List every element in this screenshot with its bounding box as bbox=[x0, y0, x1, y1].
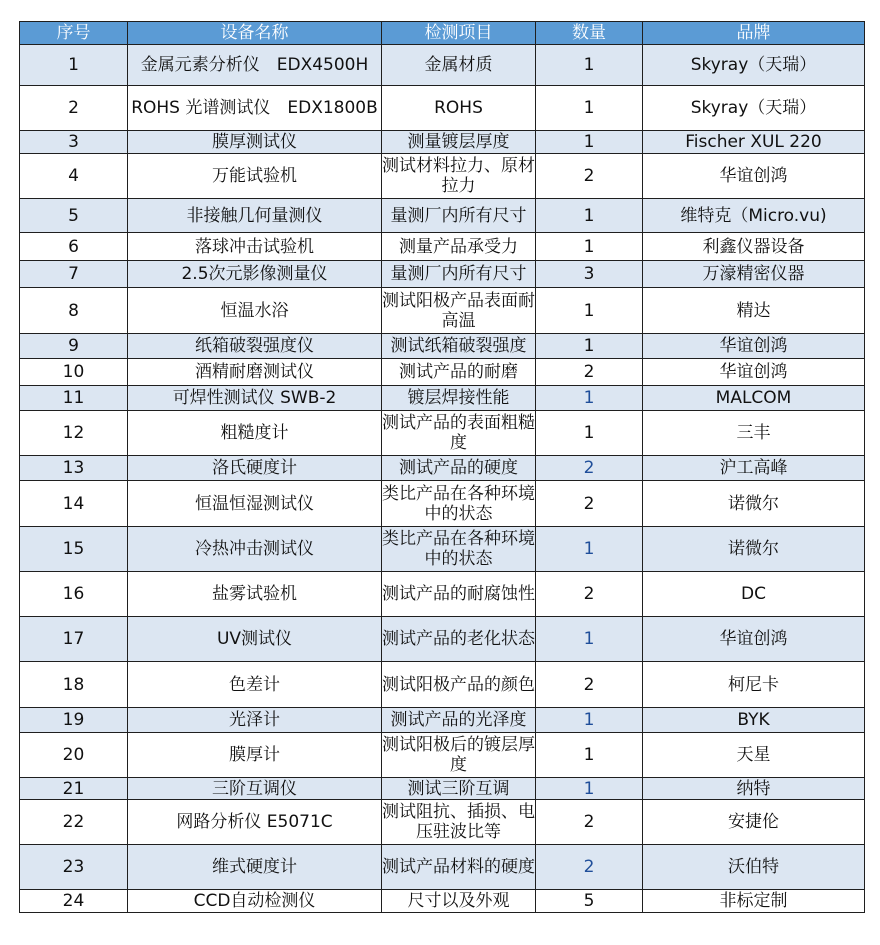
cell-index: 24 bbox=[20, 890, 128, 913]
cell-test-item: 测试产品的老化状态 bbox=[382, 617, 536, 662]
cell-brand: 安捷伦 bbox=[643, 800, 865, 845]
cell-brand: 华谊创鸿 bbox=[643, 359, 865, 386]
cell-quantity: 2 bbox=[536, 572, 643, 617]
cell-brand: 华谊创鸿 bbox=[643, 617, 865, 662]
cell-brand: 诺微尔 bbox=[643, 481, 865, 527]
cell-device-name: 恒温恒湿测试仪 bbox=[128, 481, 382, 527]
cell-test-item: 测试纸箱破裂强度 bbox=[382, 334, 536, 359]
cell-brand: Skyray（天瑞） bbox=[643, 45, 865, 86]
cell-index: 17 bbox=[20, 617, 128, 662]
cell-brand: Skyray（天瑞） bbox=[643, 86, 865, 131]
cell-device-name: 2.5次元影像测量仪 bbox=[128, 261, 382, 288]
cell-brand: 天星 bbox=[643, 733, 865, 778]
cell-device-name: 色差计 bbox=[128, 662, 382, 708]
cell-brand: 华谊创鸿 bbox=[643, 334, 865, 359]
cell-quantity: 1 bbox=[536, 86, 643, 131]
cell-quantity: 5 bbox=[536, 890, 643, 913]
cell-quantity: 2 bbox=[536, 800, 643, 845]
cell-test-item: 测试产品的表面粗糙度 bbox=[382, 411, 536, 456]
cell-index: 21 bbox=[20, 778, 128, 800]
table-row bbox=[20, 708, 865, 733]
cell-test-item: 测试产品的耐腐蚀性 bbox=[382, 572, 536, 617]
cell-brand: 维特克（Micro.vu) bbox=[643, 199, 865, 233]
header-test-item: 检测项目 bbox=[382, 22, 536, 45]
cell-quantity: 2 bbox=[536, 481, 643, 527]
cell-quantity: 1 bbox=[536, 233, 643, 261]
table-row bbox=[20, 481, 865, 527]
cell-brand: 利鑫仪器设备 bbox=[643, 233, 865, 261]
cell-device-name: 盐雾试验机 bbox=[128, 572, 382, 617]
table-row bbox=[20, 288, 865, 334]
table-row bbox=[20, 617, 865, 662]
table-row bbox=[20, 86, 865, 131]
cell-device-name: 万能试验机 bbox=[128, 154, 382, 199]
cell-quantity: 2 bbox=[536, 456, 643, 481]
header-device-name: 设备名称 bbox=[128, 22, 382, 45]
table-row bbox=[20, 778, 865, 800]
cell-index: 22 bbox=[20, 800, 128, 845]
cell-brand: 纳特 bbox=[643, 778, 865, 800]
cell-index: 18 bbox=[20, 662, 128, 708]
cell-device-name: 维式硬度计 bbox=[128, 845, 382, 890]
header-quantity: 数量 bbox=[536, 22, 643, 45]
cell-quantity: 1 bbox=[536, 733, 643, 778]
table-row bbox=[20, 131, 865, 154]
cell-test-item: 测试产品材料的硬度 bbox=[382, 845, 536, 890]
table-row bbox=[20, 527, 865, 572]
cell-index: 4 bbox=[20, 154, 128, 199]
cell-test-item: 量测厂内所有尺寸 bbox=[382, 261, 536, 288]
cell-device-name: 纸箱破裂强度仪 bbox=[128, 334, 382, 359]
table-row bbox=[20, 154, 865, 199]
cell-device-name: 膜厚测试仪 bbox=[128, 131, 382, 154]
cell-device-name: 金属元素分析仪 EDX4500H bbox=[128, 45, 382, 86]
table-row bbox=[20, 359, 865, 386]
cell-test-item: 测试产品的硬度 bbox=[382, 456, 536, 481]
cell-brand: 柯尼卡 bbox=[643, 662, 865, 708]
cell-brand: Fischer XUL 220 bbox=[643, 131, 865, 154]
cell-quantity: 1 bbox=[536, 527, 643, 572]
cell-quantity: 1 bbox=[536, 386, 643, 411]
cell-index: 11 bbox=[20, 386, 128, 411]
cell-device-name: 酒精耐磨测试仪 bbox=[128, 359, 382, 386]
table-row bbox=[20, 800, 865, 845]
header-brand: 品牌 bbox=[643, 22, 865, 45]
cell-quantity: 1 bbox=[536, 617, 643, 662]
cell-brand: 诺微尔 bbox=[643, 527, 865, 572]
table-row bbox=[20, 845, 865, 890]
cell-device-name: 三阶互调仪 bbox=[128, 778, 382, 800]
cell-brand: 非标定制 bbox=[643, 890, 865, 913]
cell-brand: 万濠精密仪器 bbox=[643, 261, 865, 288]
cell-quantity: 3 bbox=[536, 261, 643, 288]
cell-quantity: 1 bbox=[536, 45, 643, 86]
table-row bbox=[20, 233, 865, 261]
cell-test-item: 测试阳极产品表面耐高温 bbox=[382, 288, 536, 334]
cell-quantity: 2 bbox=[536, 662, 643, 708]
cell-quantity: 2 bbox=[536, 154, 643, 199]
cell-index: 2 bbox=[20, 86, 128, 131]
table-row bbox=[20, 733, 865, 778]
cell-test-item: 测试阳极产品的颜色 bbox=[382, 662, 536, 708]
cell-brand: 三丰 bbox=[643, 411, 865, 456]
cell-test-item: 测试阳极后的镀层厚度 bbox=[382, 733, 536, 778]
cell-index: 14 bbox=[20, 481, 128, 527]
cell-device-name: 膜厚计 bbox=[128, 733, 382, 778]
cell-device-name: 可焊性测试仪 SWB-2 bbox=[128, 386, 382, 411]
cell-test-item: 金属材质 bbox=[382, 45, 536, 86]
cell-index: 8 bbox=[20, 288, 128, 334]
cell-index: 5 bbox=[20, 199, 128, 233]
cell-brand: BYK bbox=[643, 708, 865, 733]
cell-test-item: 测试产品的光泽度 bbox=[382, 708, 536, 733]
cell-index: 1 bbox=[20, 45, 128, 86]
cell-brand: MALCOM bbox=[643, 386, 865, 411]
table-row bbox=[20, 334, 865, 359]
cell-index: 20 bbox=[20, 733, 128, 778]
cell-quantity: 1 bbox=[536, 131, 643, 154]
cell-index: 16 bbox=[20, 572, 128, 617]
cell-device-name: 冷热冲击测试仪 bbox=[128, 527, 382, 572]
cell-device-name: 洛氏硬度计 bbox=[128, 456, 382, 481]
table-row bbox=[20, 261, 865, 288]
cell-device-name: 非接触几何量测仪 bbox=[128, 199, 382, 233]
cell-quantity: 1 bbox=[536, 778, 643, 800]
cell-quantity: 1 bbox=[536, 288, 643, 334]
cell-quantity: 1 bbox=[536, 708, 643, 733]
table-row bbox=[20, 662, 865, 708]
cell-index: 3 bbox=[20, 131, 128, 154]
cell-test-item: 测试三阶互调 bbox=[382, 778, 536, 800]
cell-device-name: CCD自动检测仪 bbox=[128, 890, 382, 913]
cell-test-item: 测试产品的耐磨 bbox=[382, 359, 536, 386]
cell-device-name: 网路分析仪 E5071C bbox=[128, 800, 382, 845]
cell-test-item: ROHS bbox=[382, 86, 536, 131]
cell-quantity: 1 bbox=[536, 334, 643, 359]
cell-test-item: 类比产品在各种环境中的状态 bbox=[382, 527, 536, 572]
table-row bbox=[20, 456, 865, 481]
cell-index: 23 bbox=[20, 845, 128, 890]
cell-index: 15 bbox=[20, 527, 128, 572]
cell-test-item: 测量产品承受力 bbox=[382, 233, 536, 261]
table-row bbox=[20, 45, 865, 86]
cell-test-item: 测量镀层厚度 bbox=[382, 131, 536, 154]
cell-test-item: 尺寸以及外观 bbox=[382, 890, 536, 913]
table-row bbox=[20, 199, 865, 233]
cell-quantity: 1 bbox=[536, 411, 643, 456]
cell-device-name: 光泽计 bbox=[128, 708, 382, 733]
header-index: 序号 bbox=[20, 22, 128, 45]
cell-quantity: 2 bbox=[536, 359, 643, 386]
cell-index: 10 bbox=[20, 359, 128, 386]
cell-index: 7 bbox=[20, 261, 128, 288]
cell-index: 12 bbox=[20, 411, 128, 456]
cell-quantity: 1 bbox=[536, 199, 643, 233]
table-row bbox=[20, 411, 865, 456]
table-row bbox=[20, 890, 865, 913]
cell-brand: DC bbox=[643, 572, 865, 617]
table-row bbox=[20, 386, 865, 411]
cell-index: 13 bbox=[20, 456, 128, 481]
equipment-table bbox=[19, 21, 865, 913]
cell-device-name: 粗糙度计 bbox=[128, 411, 382, 456]
cell-device-name: 恒温水浴 bbox=[128, 288, 382, 334]
cell-index: 19 bbox=[20, 708, 128, 733]
cell-brand: 华谊创鸿 bbox=[643, 154, 865, 199]
cell-brand: 沃伯特 bbox=[643, 845, 865, 890]
table-header-row bbox=[20, 22, 865, 45]
cell-device-name: ROHS 光谱测试仪 EDX1800B bbox=[128, 86, 382, 131]
cell-test-item: 量测厂内所有尺寸 bbox=[382, 199, 536, 233]
cell-brand: 沪工高峰 bbox=[643, 456, 865, 481]
table-row bbox=[20, 572, 865, 617]
cell-test-item: 类比产品在各种环境中的状态 bbox=[382, 481, 536, 527]
cell-device-name: 落球冲击试验机 bbox=[128, 233, 382, 261]
cell-test-item: 测试材料拉力、原材拉力 bbox=[382, 154, 536, 199]
cell-quantity: 2 bbox=[536, 845, 643, 890]
cell-test-item: 测试阻抗、插损、电压驻波比等 bbox=[382, 800, 536, 845]
cell-brand: 精达 bbox=[643, 288, 865, 334]
cell-device-name: UV测试仪 bbox=[128, 617, 382, 662]
cell-index: 6 bbox=[20, 233, 128, 261]
cell-index: 9 bbox=[20, 334, 128, 359]
cell-test-item: 镀层焊接性能 bbox=[382, 386, 536, 411]
